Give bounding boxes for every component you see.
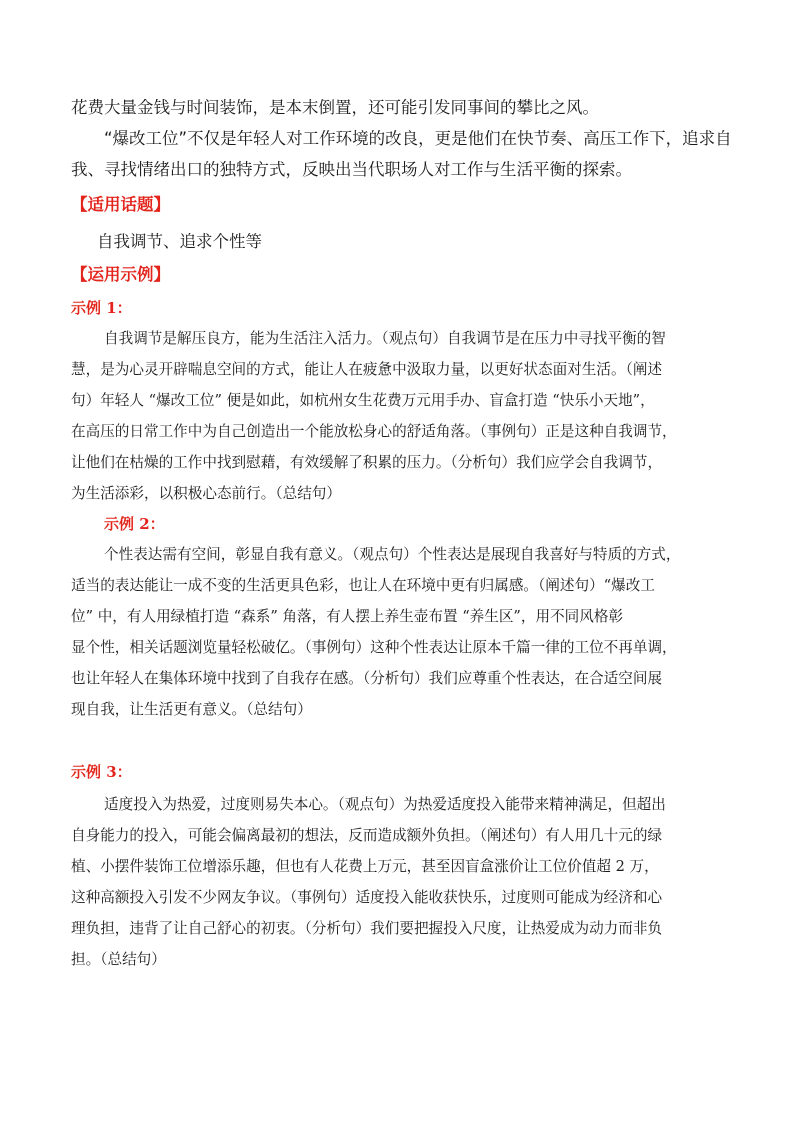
examples-heading: 【运用示例】: [71, 265, 170, 284]
example-line: 这种高额投入引发不少网友争议。（事例句）适度投入能收获快乐，过度则可能成为经济和心: [71, 889, 663, 906]
intro-line: “爆改工位”不仅是年轻人对工作环境的改良，更是他们在快节奏、高压工作下，追求自: [104, 129, 732, 148]
intro-paragraph: [71, 92, 743, 185]
example-line: 自身能力的投入，可能会偏离最初的想法，反而造成额外负担。（阐述句）有人用几十元的绿: [71, 827, 663, 844]
intro-line: 我、寻找情绪出口的独特方式，反映出当代职场人对工作与生活平衡的探索。: [71, 160, 632, 179]
example-3-label: 示例 3：: [71, 763, 132, 781]
example-line: 位” 中，有人用绿植打造 “森系” 角落，有人摆上养生壶布置 “养生区”，用不同风格彰: [71, 608, 624, 625]
example-line: 句）年轻人 “爆改工位” 便是如此，如杭州女生花费万元用手办、盲盒打造 “快乐小天地”，: [71, 392, 655, 409]
intro-line: 花费大量金钱与时间装饰，是本末倒置，还可能引发同事间的攀比之风。: [71, 98, 599, 117]
example-2-body: [71, 539, 743, 725]
example-1-label: 示例 1：: [71, 299, 132, 317]
example-line: 让他们在枯燥的工作中找到慰藉，有效缓解了积累的压力。（分析句）我们应学会自我调节，: [71, 454, 663, 471]
example-line: 适当的表达能让一成不变的生活更具色彩，也让人在环境中更有归属感。（阐述句）“爆改工: [71, 577, 655, 594]
example-line: 担。（总结句）: [71, 951, 166, 968]
example-line: 也让年轻人在集体环境中找到了自我存在感。（分析句）我们应尊重个性表达，在合适空间展: [71, 670, 663, 687]
example-line: 理负担，违背了让自己舒心的初衷。（分析句）我们要把握投入尺度，让热爱成为动力而非负: [71, 920, 663, 937]
example-line: 慧，是为心灵开辟喘息空间的方式，能让人在疲惫中汲取力量，以更好状态面对生活。（阐述: [71, 361, 663, 378]
example-line: 在高压的日常工作中为自己创造出一个能放松身心的舒适角落。（事例句）正是这种自我调节，: [71, 423, 677, 440]
example-line: 适度投入为热爱，过度则易失本心。（观点句）为热爱适度投入能带来精神满足，但超出: [104, 796, 666, 813]
example-3-body: [71, 789, 743, 975]
topics-heading: 【适用话题】: [71, 195, 170, 214]
example-line: 显个性，相关话题浏览量轻松破亿。（事例句）这种个性表达让原本千篇一律的工位不再单调，: [71, 639, 677, 656]
topics-text: 自我调节、追求个性等: [97, 232, 262, 251]
example-line: 植、小摆件装饰工位增添乐趣，但也有人花费上万元，甚至因盲盒涨价让工位价值超 2 万，: [71, 858, 659, 875]
example-line: 自我调节是解压良方，能为生活注入活力。（观点句）自我调节是在压力中寻找平衡的智: [104, 330, 666, 347]
example-2-label: 示例 2：: [104, 515, 165, 533]
example-line: 现自我，让生活更有意义。（总结句）: [71, 701, 312, 718]
example-1-body: [71, 323, 743, 509]
example-line: 为生活添彩，以积极心态前行。（总结句）: [71, 485, 341, 502]
example-line: 个性表达需有空间，彰显自我有意义。（观点句）个性表达是展现自我喜好与特质的方式，: [104, 546, 681, 563]
